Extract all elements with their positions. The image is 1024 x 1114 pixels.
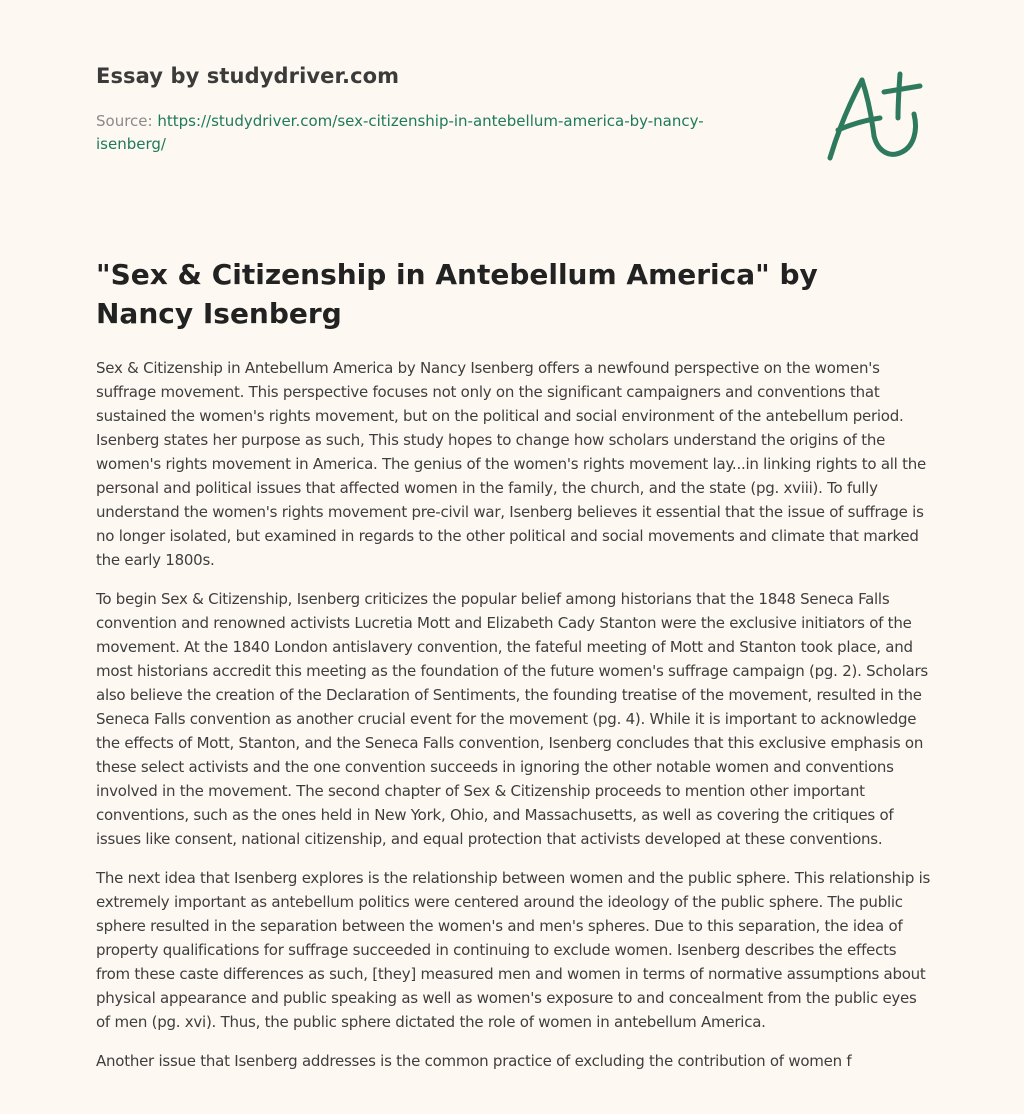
source-label: Source: xyxy=(96,112,158,130)
article-paragraph: Sex & Citizenship in Antebellum America by Nancy Isenberg offers a newfound perspective on the women's suffrage movement. This perspective focuses not only on the significant campaigners and conventions that sustained the women's rights movement, but on the political and social environment of the antebellum period. Isenberg states her purpose as such, This study hopes to change how scholars understand the origins of the women's rights movement in America. The genius of the women's rights movement lay...in linking rights to all the personal and political issues that affected women in the family, the church, and the state (pg. xviii). To fully understand the women's rights movement pre-civil war, Isenberg believes it essential that the issue of suffrage is no longer isolated, but examined in regards to the other political and social movements and climate that marked the early 1800s. xyxy=(96,359,926,569)
brand-name: Essay by studydriver.com xyxy=(96,64,400,88)
page-title: "Sex & Citizenship in Antebellum America" by Nancy Isenberg xyxy=(96,258,818,330)
article-paragraph: To begin Sex & Citizenship, Isenberg criticizes the popular belief among historians that the 1848 Seneca Falls convention and renowned activists Lucretia Mott and Elizabeth Cady Stanton were the exclusive initiators of the movement. At the 1840 London antislavery convention, the fateful meeting of Mott and Stanton took place, and most historians accredit this meeting as the foundation of the future women's suffrage campaign (pg. 2). Scholars also believe the creation of the Declaration of Sentiments, the founding treatise of the movement, resulted in the Seneca Falls convention as another crucial event for the movement (pg. 4). While it is important to acknowledge the effects of Mott, Stanton, and the Seneca Falls convention, Isenberg concludes that this exclusive emphasis on these select activists and the one convention succeeds in ignoring the other notable women and conventions involved in the movement. The second chapter of Sex & Citizenship proceeds to mention other important conventions, such as the ones held in New York, Ohio, and Massachusetts, as well as covering the critiques of issues like consent, national citizenship, and equal protection that activists developed at these conventions. xyxy=(96,590,928,848)
source-link[interactable]: https://studydriver.com/sex-citizenship-in-antebellum-america-by-nancy-isenberg/ xyxy=(96,112,704,153)
source-line xyxy=(96,110,736,156)
article-paragraph: The next idea that Isenberg explores is the relationship between women and the public sphere. This relationship is extremely important as antebellum politics were centered around the ideology of the public sphere. The public sphere resulted in the separation between the women's and men's spheres. Due to this separation, the idea of property qualifications for suffrage succeeded in continuing to exclude women. Isenberg describes the effects from these caste differences as such, [they] measured men and women in terms of normative assumptions about physical appearance and public speaking as well as women's exposure to and concealment from the public eyes of men (pg. xvi). Thus, the public sphere dictated the role of women in antebellum America. xyxy=(96,869,931,1031)
article-body xyxy=(96,356,934,1088)
a-plus-grade-logo-icon xyxy=(822,68,926,166)
article-paragraph: Another issue that Isenberg addresses is the common practice of excluding the contribution of women f xyxy=(96,1052,852,1070)
